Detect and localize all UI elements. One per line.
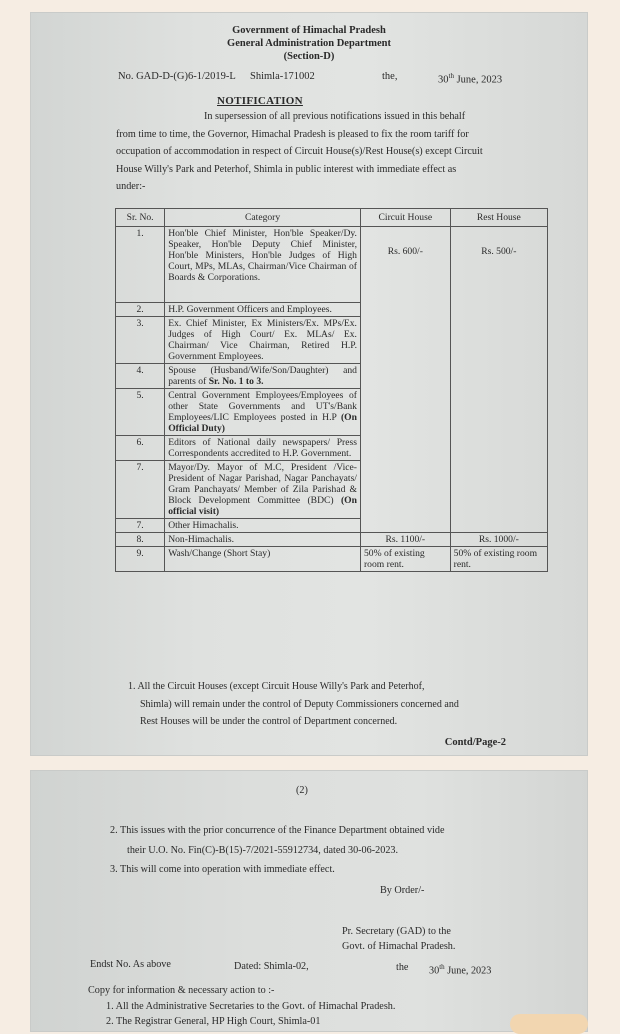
table-header-row	[116, 209, 548, 227]
by-order: By Order/-	[380, 885, 425, 896]
copy-heading: Copy for information & necessary action to :-	[88, 985, 275, 996]
category-cell: Central Government Employees/Employees of other State Governments and UT's/Bank Employees/LIC Employees posted in H.P (On Official Duty)	[165, 389, 361, 436]
item-2-line-2: their U.O. No. Fin(C)-B(15)-7/2021-55912734, dated 30-06-2023.	[127, 845, 399, 856]
rest-rate-cell: Rs. 1000/-	[450, 533, 547, 547]
table-row	[116, 547, 548, 572]
sr-cell: 7.	[116, 461, 165, 519]
note-1: 1. All the Circuit Houses (except Circuit House Willy's Park and Peterhof, Shimla) will remain under the control of Deputy Commissioners concerned and Rest Houses will be under the control of Department concerned.	[128, 681, 459, 727]
category-cell: Other Himachalis.	[165, 519, 361, 533]
endorsement-date: 30th June, 2023	[429, 963, 492, 977]
item-2-line-1: 2. This issues with the prior concurrence of the Finance Department obtained vide	[110, 825, 445, 836]
header-rest-house: Rest House	[450, 209, 547, 227]
section-name: (Section-D)	[283, 51, 335, 62]
category-cell: Hon'ble Chief Minister, Hon'ble Speaker/Dy. Speaker, Hon'ble Deputy Chief Minister, Hon'ble Ministers, Hon'ble Judges of High Court, MPs, MLAs, Chairman/Vice Chairman of Boards & Corporations.	[165, 227, 361, 303]
intro-paragraph: In supersession of all previous notifications issued in this behalf from time to time, the Governor, Himachal Pradesh is pleased to fix the room tariff for occupation of accommodation in respect of Circuit House(s)/Rest House(s) except Circuit House Willy's Park and Peterhof, Shimla in public interest with immediate effect as under:-	[116, 111, 483, 192]
circuit-rate-cell: 50% of existing room rent.	[360, 547, 450, 572]
endorsement-number: Endst No. As above	[90, 959, 171, 970]
sr-cell: 1.	[116, 227, 165, 303]
category-cell: Mayor/Dy. Mayor of M.C, President /Vice-President of Nagar Parishad, Nagar Panchayats/ Gram Panchayats/ Member of Zila Parishad & Block Development Committee (BDC) (On official visit)	[165, 461, 361, 519]
sr-cell: 6.	[116, 436, 165, 461]
header-circuit-house: Circuit House	[360, 209, 450, 227]
overlay-pill	[510, 1014, 588, 1034]
letterhead	[30, 24, 588, 63]
category-cell: Non-Himachalis.	[165, 533, 361, 547]
sr-cell: 5.	[116, 389, 165, 436]
circuit-rate-cell: Rs. 1100/-	[360, 533, 450, 547]
category-cell: Spouse (Husband/Wife/Son/Daughter) and parents of Sr. No. 1 to 3.	[165, 364, 361, 389]
reference-number: No. GAD-D-(G)6-1/2019-L	[118, 71, 236, 82]
table-row	[116, 227, 548, 303]
sr-cell: 7.	[116, 519, 165, 533]
table-row	[116, 533, 548, 547]
category-cell: Editors of National daily newspapers/ Press Correspondents accredited to H.P. Government.	[165, 436, 361, 461]
category-cell: H.P. Government Officers and Employees.	[165, 303, 361, 317]
reference-date: 30th June, 2023	[438, 72, 503, 86]
signatory-line-2: Govt. of Himachal Pradesh.	[342, 941, 456, 952]
tariff-table	[115, 208, 548, 572]
rest-rate-cell: 50% of existing room rent.	[450, 547, 547, 572]
reference-the: the,	[382, 71, 398, 82]
signatory-line-1: Pr. Secretary (GAD) to the	[342, 926, 451, 937]
category-cell: Ex. Chief Minister, Ex Ministers/Ex. MPs/Ex. Judges of High Court/ Ex. MLAs/ Ex. Chairman/ Vice Chairman, Retired H.P. Government Employees.	[165, 317, 361, 364]
document-page-2	[30, 770, 588, 1032]
sr-cell: 2.	[116, 303, 165, 317]
sr-cell: 9.	[116, 547, 165, 572]
rest-rate-cell: Rs. 500/-	[450, 227, 547, 533]
circuit-rate-cell: Rs. 600/-	[360, 227, 450, 533]
item-3: 3. This will come into operation with immediate effect.	[110, 864, 335, 875]
continued-label: Contd/Page-2	[444, 737, 506, 748]
page-number: (2)	[296, 785, 308, 796]
endorsement-the: the	[396, 962, 409, 973]
document-page-1	[30, 12, 588, 756]
endorsement-dated: Dated: Shimla-02,	[234, 961, 309, 972]
category-cell: Wash/Change (Short Stay)	[165, 547, 361, 572]
sr-cell: 4.	[116, 364, 165, 389]
notification-title: NOTIFICATION	[217, 95, 303, 107]
sr-cell: 3.	[116, 317, 165, 364]
govt-name: Government of Himachal Pradesh	[232, 25, 386, 36]
header-category: Category	[165, 209, 361, 227]
header-sr-no: Sr. No.	[116, 209, 165, 227]
copy-item-2: 2. The Registrar General, HP High Court, Shimla-01	[106, 1016, 321, 1027]
sr-cell: 8.	[116, 533, 165, 547]
copy-item-1: 1. All the Administrative Secretaries to the Govt. of Himachal Pradesh.	[106, 1001, 396, 1012]
reference-place: Shimla-171002	[250, 71, 315, 82]
department-name: General Administration Department	[227, 38, 391, 49]
